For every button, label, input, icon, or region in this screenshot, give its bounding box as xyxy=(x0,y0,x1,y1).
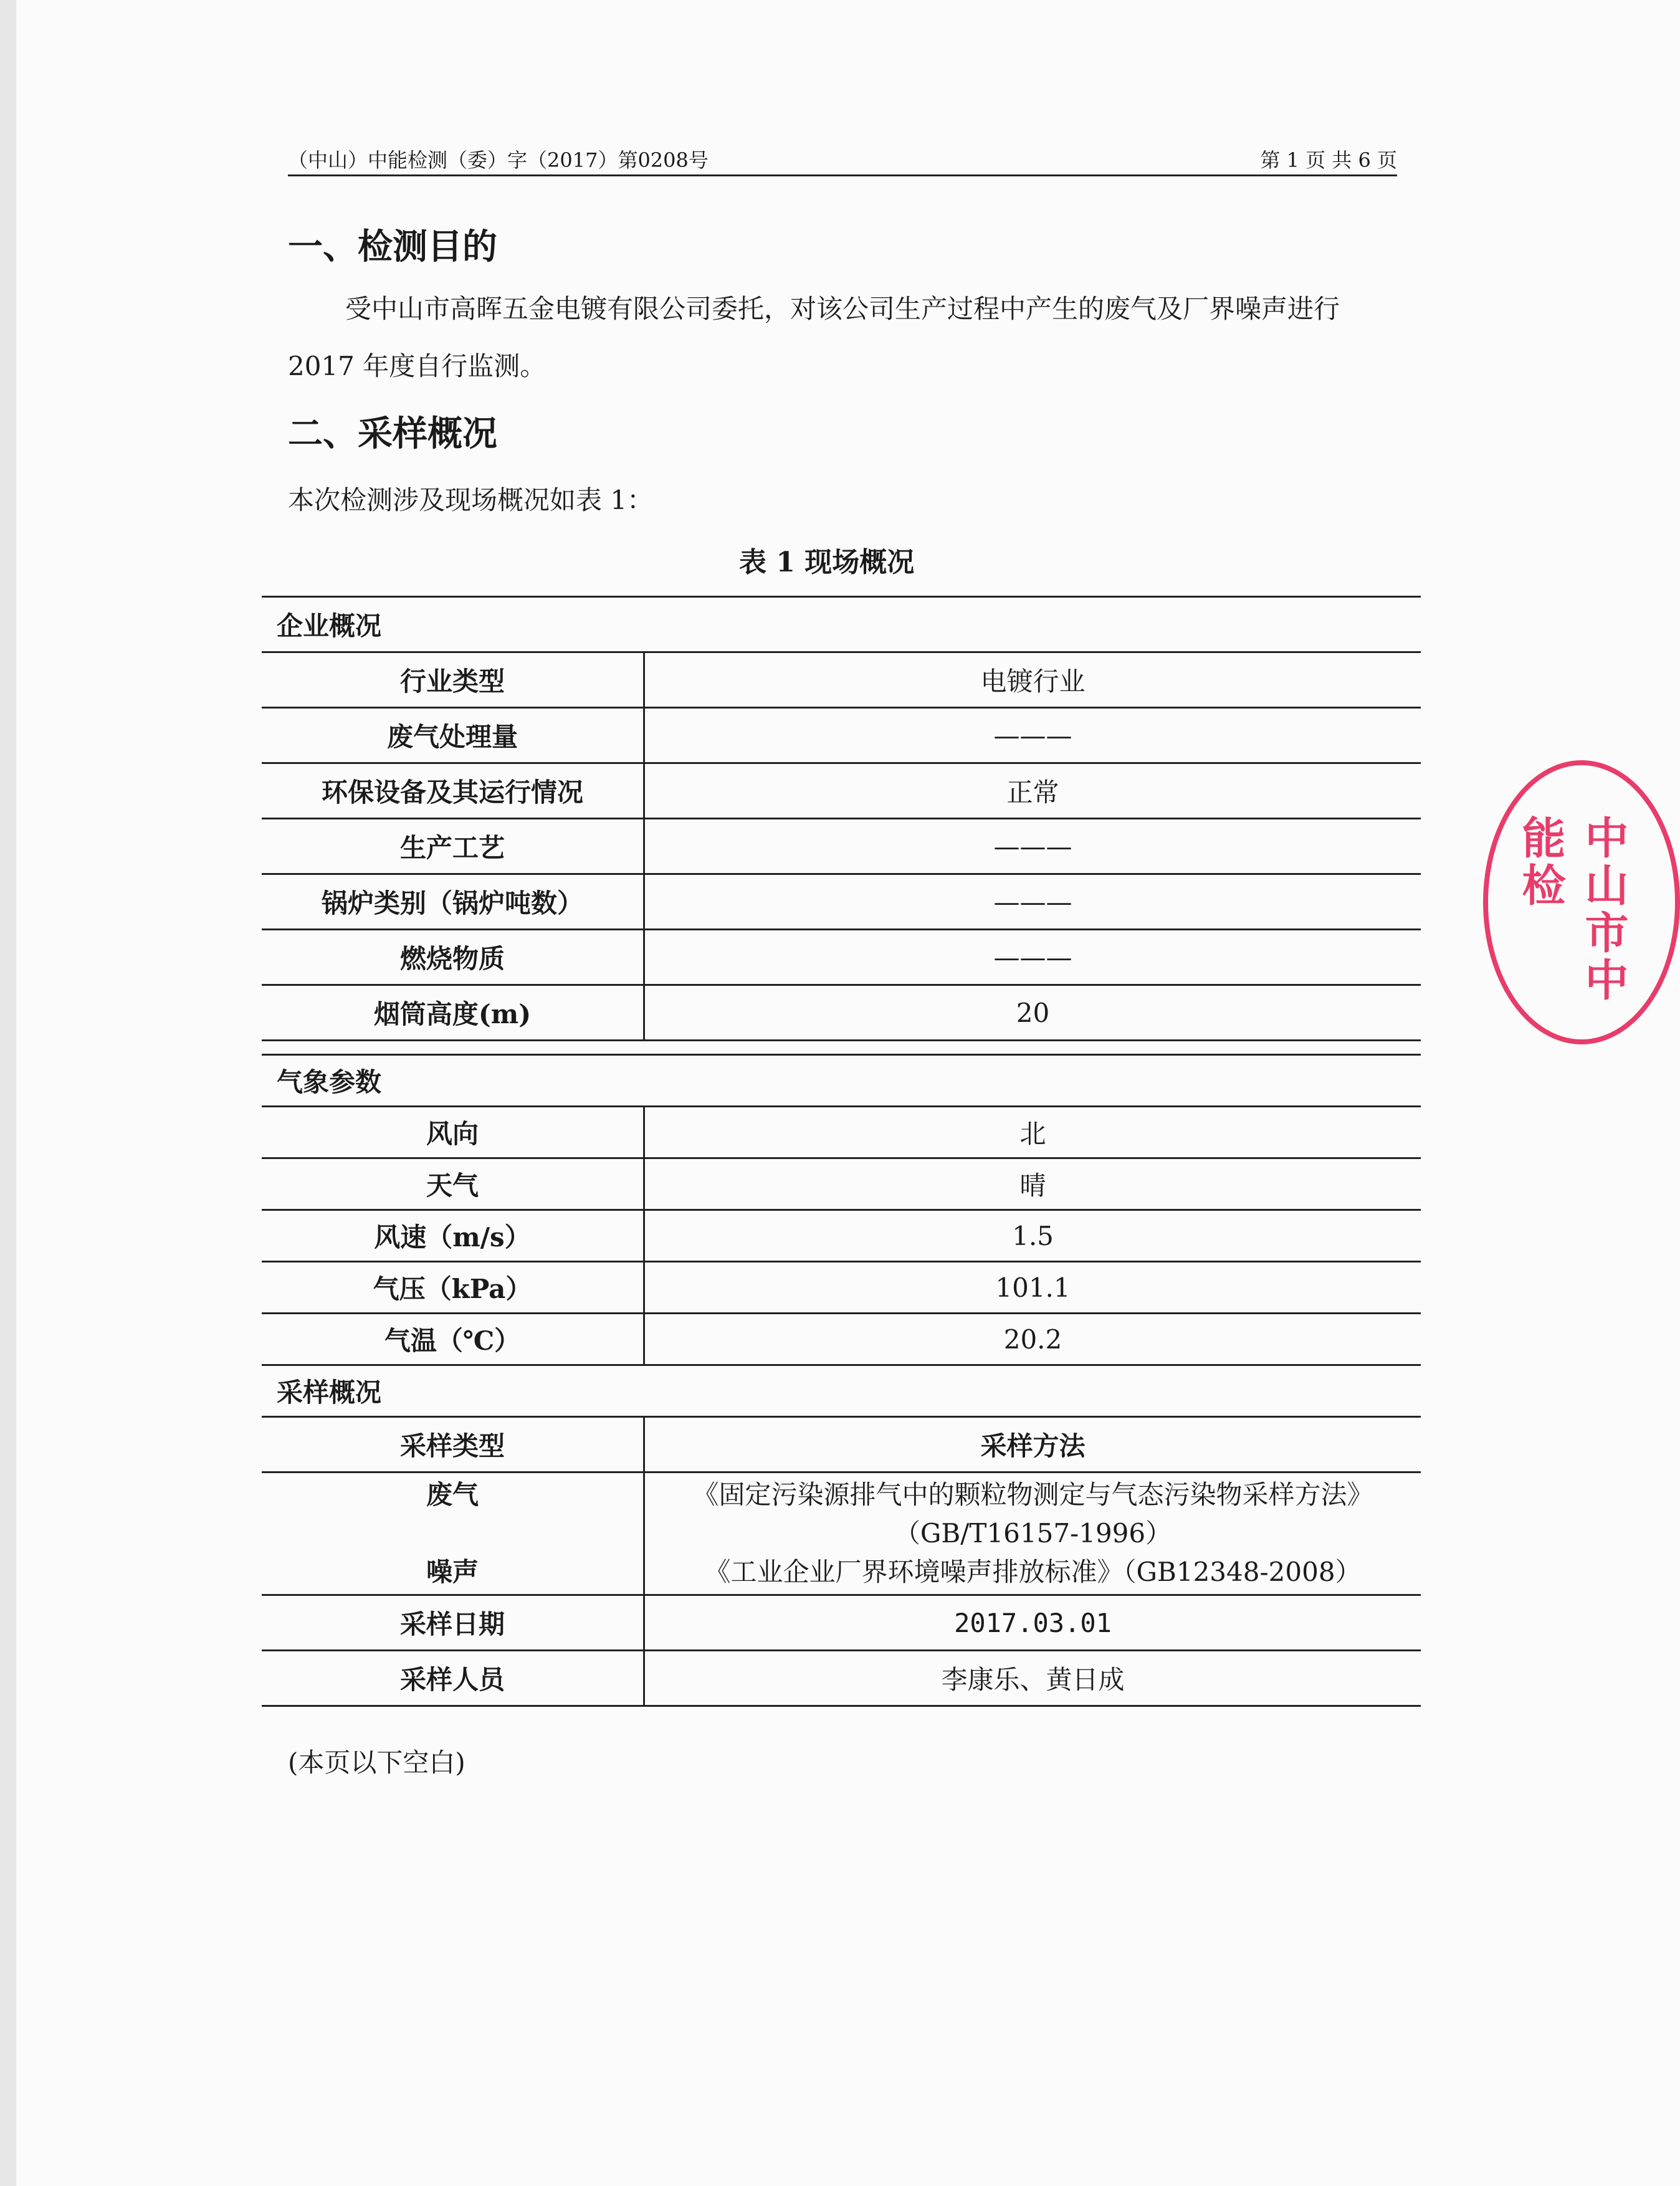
table-row: 气温（℃） 20.2 xyxy=(262,1314,1421,1365)
scan-edge xyxy=(0,0,16,2186)
blank-note: (本页以下空白) xyxy=(288,1747,465,1778)
table-row: 采样人员 李康乐、黄日成 xyxy=(262,1651,1421,1706)
type-noise: 噪声 xyxy=(426,1557,479,1587)
table-row: 环保设备及其运行情况 正常 xyxy=(262,763,1421,819)
section-heading-sampling: 采样概况 xyxy=(262,1365,1421,1417)
method-noise: 《工业企业厂界环境噪声排放标准》（GB12348-2008） xyxy=(704,1557,1362,1587)
page-header xyxy=(288,141,1397,176)
table-caption: 表 1 现场概况 xyxy=(739,546,915,578)
table-row: 气压（kPa） 101.1 xyxy=(262,1262,1421,1314)
table-row: 行业类型 电镀行业 xyxy=(262,652,1421,708)
table-row: 风向 北 xyxy=(262,1107,1421,1158)
section1-body: 受中山市高晖五金电镀有限公司委托，对该公司生产过程中产生的废气及厂界噪声进行 2017 年度自行监测。 xyxy=(288,294,1340,381)
table-row: 生产工艺 ——— xyxy=(262,819,1421,874)
table-row: 锅炉类别（锅炉吨数） ——— xyxy=(262,874,1421,930)
section2-intro: 本次检测涉及现场概况如表 1： xyxy=(288,485,654,515)
table-row: 烟筒高度(m) 20 xyxy=(262,985,1421,1041)
table-row: 采样日期 2017.03.01 xyxy=(262,1595,1421,1651)
table-row: 天气 晴 xyxy=(262,1158,1421,1210)
site-overview-table xyxy=(262,596,1421,1707)
type-gas: 废气 xyxy=(426,1479,479,1510)
table-row: 采样类型 采样方法 xyxy=(262,1417,1421,1472)
table-row: 燃烧物质 ——— xyxy=(262,930,1421,985)
stamp-text: 中山市中能检 xyxy=(1515,815,1629,1005)
table-row: 废气处理量 ——— xyxy=(262,708,1421,763)
table-row: 风速（m/s） 1.5 xyxy=(262,1210,1421,1262)
section2-title: 二、采样概况 xyxy=(288,413,497,454)
section1-title: 一、检测目的 xyxy=(288,226,497,267)
table-row xyxy=(262,1472,1421,1595)
section-heading-weather: 气象参数 xyxy=(262,1055,1421,1107)
report-number: （中山）中能检测（委）字（2017）第0208号 xyxy=(288,148,709,172)
method-gas: 《固定污染源排气中的颗粒物测定与气态污染物采样方法》（GB/T16157-1996） xyxy=(692,1479,1373,1549)
page-info: 第 1 页 共 6 页 xyxy=(1260,148,1397,172)
seal-stamp xyxy=(1483,760,1680,1044)
section-heading-enterprise: 企业概况 xyxy=(262,597,1421,652)
